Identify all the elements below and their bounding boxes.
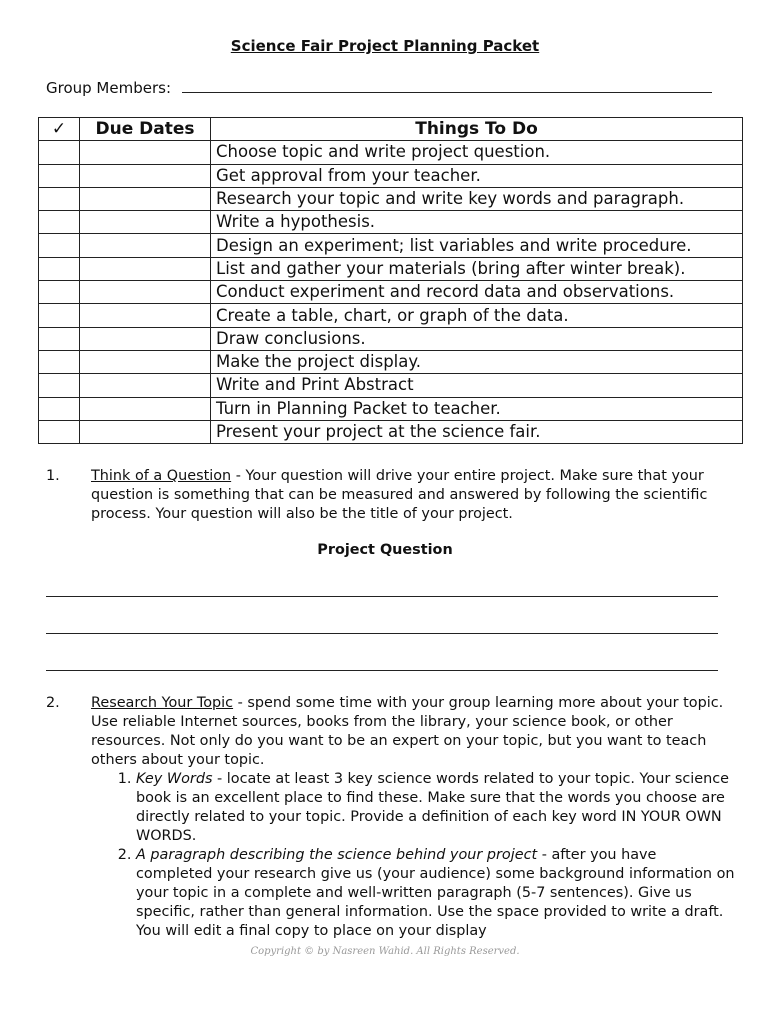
section-number: 2. [46, 695, 60, 711]
item-title: Key Words [136, 771, 213, 787]
page-title: Science Fair Project Planning Packet [230, 37, 540, 55]
check-cell[interactable] [39, 234, 80, 257]
task-cell: List and gather your materials (bring after winter break). [211, 257, 743, 280]
table-header-row [39, 118, 743, 141]
item-text: - locate at least 3 key science words related to your topic. Your science book is an excellent place to find these. Make sure that the words you choose are directly related to your topic. Provide a definition of each key word IN YOUR OWN WORDS. [136, 771, 729, 844]
check-cell[interactable] [39, 397, 80, 420]
table-row [39, 397, 743, 420]
check-cell[interactable] [39, 304, 80, 327]
table-row [39, 350, 743, 373]
group-members-blank-line [182, 78, 712, 93]
due-date-cell[interactable] [80, 281, 211, 304]
task-cell: Write a hypothesis. [211, 211, 743, 234]
answer-line [46, 633, 718, 634]
task-cell: Turn in Planning Packet to teacher. [211, 397, 743, 420]
task-cell: Get approval from your teacher. [211, 164, 743, 187]
check-cell[interactable] [39, 420, 80, 443]
table-row [39, 187, 743, 210]
task-cell: Create a table, chart, or graph of the data. [211, 304, 743, 327]
task-cell: Choose topic and write project question. [211, 141, 743, 164]
table-row [39, 234, 743, 257]
table-row [39, 374, 743, 397]
due-date-cell[interactable] [80, 374, 211, 397]
due-date-cell[interactable] [80, 397, 211, 420]
check-cell[interactable] [39, 187, 80, 210]
check-cell[interactable] [39, 164, 80, 187]
due-date-cell[interactable] [80, 327, 211, 350]
task-cell: Draw conclusions. [211, 327, 743, 350]
list-item-key-words [136, 770, 736, 846]
due-date-cell[interactable] [80, 187, 211, 210]
item-text: - after you have completed your research give us (your audience) some background information on your topic in a complete and well-written paragraph (5-7 sentences). Give us specific, rather than general information. Use the space provided to write a draft. You will edit a final copy to place on your display [136, 847, 735, 939]
list-item-paragraph [136, 846, 736, 941]
task-cell: Present your project at the science fair. [211, 420, 743, 443]
answer-line [46, 670, 718, 671]
check-cell[interactable] [39, 211, 80, 234]
due-date-cell[interactable] [80, 420, 211, 443]
table-row [39, 304, 743, 327]
table-row [39, 211, 743, 234]
table-row [39, 141, 743, 164]
section-think-of-question [46, 467, 736, 524]
section-text: - Your question will drive your entire project. Make sure that your question is something that can be measured and answered by following the scientific process. Your question will also be the title of your project. [91, 468, 708, 522]
check-cell[interactable] [39, 327, 80, 350]
group-members-row [46, 78, 712, 97]
table-row [39, 420, 743, 443]
check-cell[interactable] [39, 141, 80, 164]
check-cell[interactable] [39, 374, 80, 397]
copyright-footer: Copyright © by Nasreen Wahid. All Rights Reserved. [250, 946, 520, 957]
item-title: A paragraph describing the science behind your project [136, 847, 538, 863]
task-cell: Write and Print Abstract [211, 374, 743, 397]
due-date-cell[interactable] [80, 350, 211, 373]
section-text: - spend some time with your group learning more about your topic. Use reliable Internet sources, books from the library, your science book, or other resources. Not only do you want to be an expert on your topic, but you want to teach others about your topic. [91, 695, 724, 768]
section-number: 1. [46, 468, 60, 484]
table-row [39, 164, 743, 187]
section-research-topic [46, 694, 736, 941]
due-date-cell[interactable] [80, 141, 211, 164]
check-cell[interactable] [39, 350, 80, 373]
things-to-do-header: Things To Do [211, 118, 743, 141]
check-cell[interactable] [39, 257, 80, 280]
check-column-header: ✓ [39, 118, 80, 141]
due-date-cell[interactable] [80, 304, 211, 327]
planning-table [38, 117, 743, 444]
task-cell: Design an experiment; list variables and write procedure. [211, 234, 743, 257]
section-heading: Think of a Question [91, 468, 232, 484]
due-date-cell[interactable] [80, 164, 211, 187]
section-heading: Research Your Topic [91, 695, 234, 711]
group-members-label: Group Members: [46, 79, 172, 97]
answer-line [46, 596, 718, 597]
due-date-cell[interactable] [80, 257, 211, 280]
task-cell: Conduct experiment and record data and observations. [211, 281, 743, 304]
task-cell: Research your topic and write key words and paragraph. [211, 187, 743, 210]
table-row [39, 281, 743, 304]
due-date-cell[interactable] [80, 211, 211, 234]
table-row [39, 257, 743, 280]
project-question-label: Project Question [317, 542, 453, 558]
due-dates-header: Due Dates [80, 118, 211, 141]
due-date-cell[interactable] [80, 234, 211, 257]
check-cell[interactable] [39, 281, 80, 304]
task-cell: Make the project display. [211, 350, 743, 373]
table-row [39, 327, 743, 350]
research-sub-list [91, 770, 736, 941]
